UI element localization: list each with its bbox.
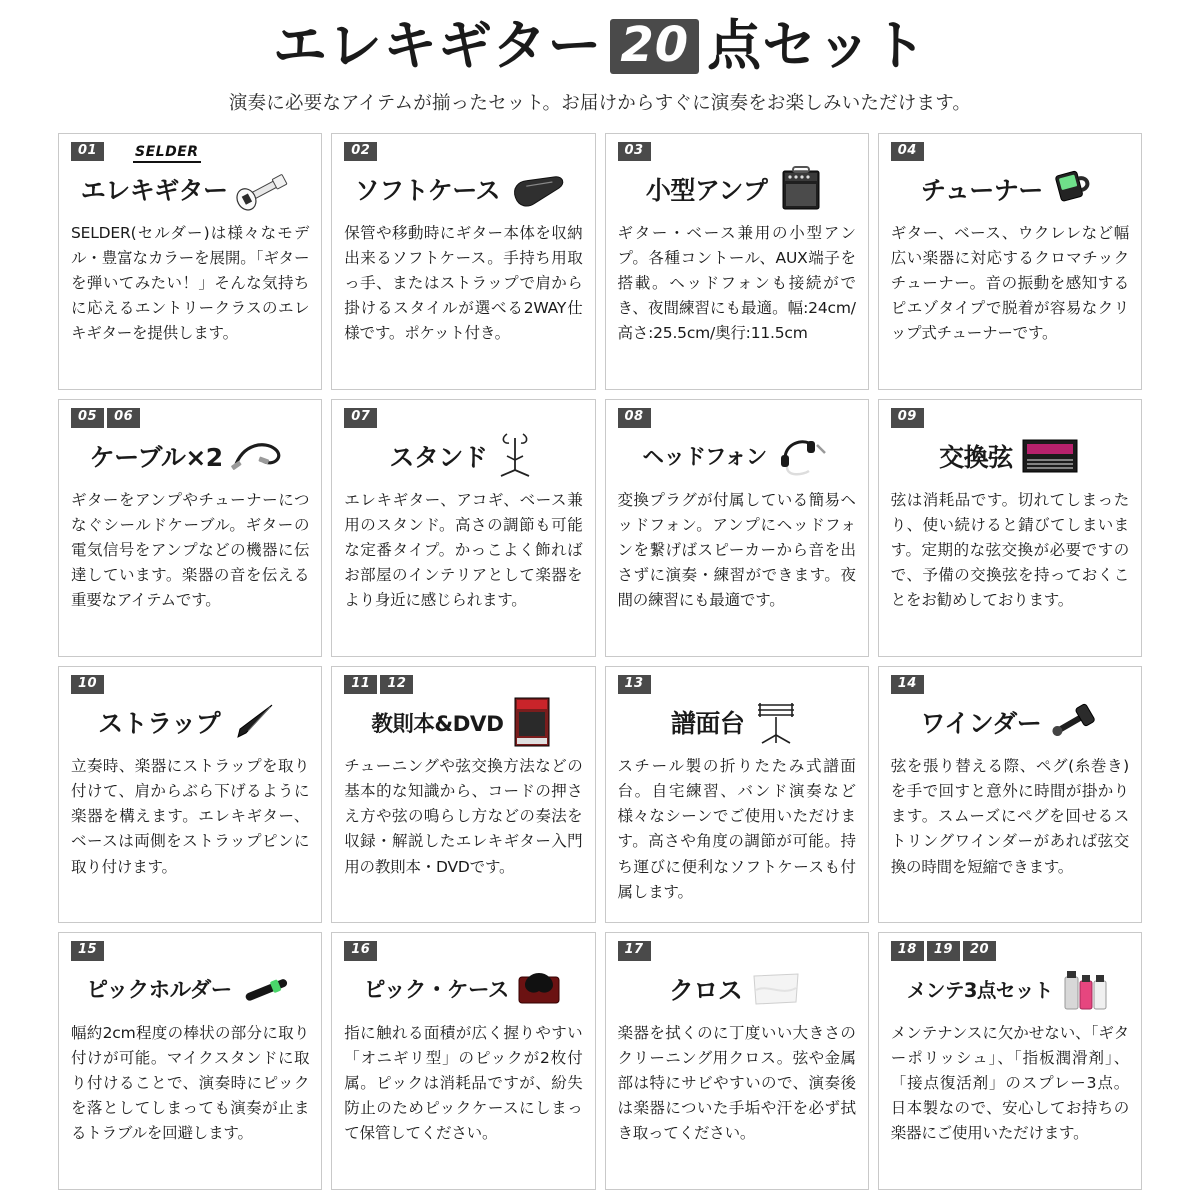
item-title: クロス: [668, 975, 743, 1005]
item-card-16: [331, 932, 595, 1190]
badge-group: [891, 408, 1129, 427]
item-number-badge: 01: [71, 142, 104, 161]
item-description: 幅約2cm程度の棒状の部分に取り付けが可能。マイクスタンドに取り付けることで、演奏時にピックを落としてしまっても演奏が止まるトラブルを回避します。: [71, 1023, 310, 1143]
guitar-stand-icon: [493, 430, 537, 482]
item-description: SELDER(セルダー)は様々なモデル・豊富なカラーを展開。「ギターを弾いてみたい！」そんな気持ちに応えるエントリークラスのエレキギターを提供します。: [71, 223, 310, 343]
item-number-badge: 06: [107, 408, 140, 427]
amplifier-icon: [773, 165, 827, 213]
music-stand-icon: [750, 697, 802, 747]
item-card-03: [605, 133, 869, 391]
item-description: 弦を張り替える際、ペグ(糸巻き)を手で回すと意外に時間が掛かります。スムーズにペグを回せるストリングワインダーがあれば弦交換の時間を短縮できます。: [890, 757, 1129, 876]
item-description: スチール製の折りたたみ式譜面台。自宅練習、バンド演奏など様々なシーンでご使用いただけます。高さや角度の調節が可能。持ち運びに便利なソフトケースも付属します。: [617, 757, 856, 901]
item-title: チューナー: [920, 175, 1043, 205]
item-number-badge: 07: [344, 408, 377, 427]
item-card-08: [605, 399, 869, 657]
page-header: [58, 14, 1142, 115]
title-tail-text: 点セット: [707, 14, 928, 77]
item-number-badge: 02: [344, 142, 377, 161]
title-count-badge: 20: [610, 19, 699, 74]
item-number-badge: 20: [963, 941, 996, 960]
item-number-badge: 14: [891, 675, 924, 694]
item-title: ソフトケース: [354, 175, 500, 205]
badge-group: [344, 408, 582, 427]
item-number-badge: 04: [891, 142, 924, 161]
card-head: [618, 963, 856, 1015]
card-head: [891, 163, 1129, 215]
strap-icon: [226, 699, 282, 745]
item-description: エレキギター、アコギ、ベース兼用のスタンド。高さの調節も可能な定番タイプ。かっこよく飾ればお部屋のインテリアとして楽器をより身近に感じられます。: [344, 490, 583, 609]
item-title: 小型アンプ: [645, 175, 768, 205]
item-description: 立奏時、楽器にストラップを取り付けて、肩からぶら下げるように楽器を構えます。エレキギター、ベースは両側をストラップピンに取り付けます。: [71, 757, 310, 876]
badge-group: [71, 941, 309, 960]
item-title: ワインダー: [920, 709, 1042, 739]
card-head: [344, 163, 582, 215]
item-description: 楽器を拭くのに丁度いい大きさのクリーニング用クロス。弦や金属部は特にサビやすいので、演奏後は楽器についた手垢や汗を必ず拭き取ってください。: [617, 1023, 856, 1143]
string-winder-icon: [1047, 700, 1099, 744]
item-title: 譜面台: [670, 709, 745, 739]
cleaning-cloth-icon: [748, 968, 804, 1010]
card-head: [71, 163, 309, 215]
title-main-text: エレキギター: [272, 14, 603, 77]
badge-group: [618, 142, 856, 161]
item-card-09: [878, 399, 1142, 657]
badge-group: [71, 675, 309, 694]
item-number-badge: 13: [618, 675, 651, 694]
card-head: [71, 963, 309, 1015]
clip-tuner-icon: [1049, 166, 1099, 212]
badge-group: [891, 142, 1129, 161]
card-head: [344, 430, 582, 482]
item-number-badge: 12: [380, 675, 413, 694]
item-grid: [58, 133, 1142, 1190]
item-number-badge: 09: [891, 408, 924, 427]
item-description: ギターをアンプやチューナーにつなぐシールドケーブル。ギターの電気信号をアンプなどの機器に伝達しています。楽器の音を伝える重要なアイテムです。: [71, 490, 310, 609]
item-description: 指に触れる面積が広く握りやすい「オニギリ型」のピックが2枚付属。ピックは消耗品ですが、紛失防止のためピックケースにしまって保管してください。: [344, 1023, 583, 1143]
item-title: ストラップ: [98, 709, 221, 739]
item-number-badge: 10: [71, 675, 104, 694]
item-card-18-19-20: [878, 932, 1142, 1190]
pick-holder-icon: [238, 968, 294, 1010]
item-description: ギター・ベース兼用の小型アンプ。各種コントール、AUX端子を搭載。ヘッドフォンも接続ができ、夜間練習にも最適。幅:24cm/高さ:25.5cm/奥行:11.5cm: [617, 223, 856, 343]
item-title: エレキギター: [80, 175, 228, 205]
item-card-13: [605, 666, 869, 924]
item-number-badge: 03: [618, 142, 651, 161]
card-head: [891, 963, 1129, 1015]
badge-group: [71, 408, 309, 427]
badge-group: [891, 941, 1129, 960]
item-number-badge: 05: [71, 408, 104, 427]
item-card-10: [58, 666, 322, 924]
maintenance-spray-set-icon: [1059, 965, 1113, 1013]
item-title: メンテ3点セット: [906, 978, 1053, 1002]
badge-group: [618, 941, 856, 960]
item-title: ピックホルダー: [86, 978, 232, 1004]
item-description: チューニングや弦交換方法などの基本的な知識から、コードの押さえ方や弦の鳴らし方などの奏法を収録・解説したエレキギター入門用の教則本・DVDです。: [344, 757, 583, 876]
badge-group: [344, 675, 582, 694]
item-number-badge: 17: [618, 941, 651, 960]
item-card-14: [878, 666, 1142, 924]
item-card-05-06: [58, 399, 322, 657]
page-subtitle: 演奏に必要なアイテムが揃ったセット。お届けからすぐに演奏をお楽しみいただけます。: [228, 92, 972, 114]
page-title: [58, 14, 1142, 77]
soft-case-icon: [506, 166, 572, 212]
item-title: 交換弦: [939, 442, 1013, 472]
badge-group: [344, 941, 582, 960]
guitar-strings-pack-icon: [1019, 434, 1081, 478]
electric-guitar-icon: [234, 166, 300, 212]
cable-icon: [229, 433, 291, 479]
item-description: 弦は消耗品です。切れてしまったり、使い続けると錆びてしまいます。定期的な弦交換が必要ですので、予備の交換弦を持っておくことをお勧めしております。: [890, 490, 1129, 609]
item-title: ピック・ケース: [363, 978, 509, 1004]
card-head: [618, 696, 856, 748]
item-description: ギター、ベース、ウクレレなど幅広い楽器に対応するクロマチックチューナー。音の振動を感知するピエゾタイプで脱着が容易なクリップ式チューナーです。: [890, 223, 1129, 343]
item-card-07: [331, 399, 595, 657]
item-number-badge: 15: [71, 941, 104, 960]
card-head: [344, 696, 582, 748]
badge-group: [344, 142, 582, 161]
badge-group: [618, 408, 856, 427]
badge-group: [618, 675, 856, 694]
instruction-book-dvd-icon: [509, 696, 555, 748]
item-description: メンテナンスに欠かせない、「ギターポリッシュ」、「指板潤滑剤」、「接点復活剤」のスプレー3点。日本製なので、安心してお持ちの楽器にご使用いただけます。: [890, 1023, 1129, 1143]
item-number-badge: 08: [618, 408, 651, 427]
item-card-01: [58, 133, 322, 391]
item-number-badge: 19: [927, 941, 960, 960]
item-card-15: [58, 932, 322, 1190]
item-description: 変換プラグが付属している簡易ヘッドフォン。アンプにヘッドフォンを繋げばスピーカーから音を出さずに演奏・練習ができます。夜間の練習にも最適です。: [617, 490, 856, 609]
item-title: ケーブル×2: [89, 442, 223, 472]
item-card-11-12: [331, 666, 595, 924]
pick-case-icon: [515, 967, 563, 1011]
item-card-17: [605, 932, 869, 1190]
item-number-badge: 16: [344, 941, 377, 960]
item-title: ヘッドフォン: [642, 445, 767, 471]
card-head: [71, 430, 309, 482]
item-number-badge: 11: [344, 675, 377, 694]
selder-logo: SELDER: [133, 144, 201, 163]
card-head: [71, 696, 309, 748]
card-head: [891, 696, 1129, 748]
card-head: [344, 963, 582, 1015]
card-head: [618, 430, 856, 482]
badge-group: [891, 675, 1129, 694]
item-card-04: [878, 133, 1142, 391]
item-title: スタンド: [389, 442, 488, 472]
item-title: 教則本&DVD: [371, 711, 504, 737]
headphones-icon: [773, 433, 831, 479]
card-head: [891, 430, 1129, 482]
card-head: [618, 163, 856, 215]
item-description: 保管や移動時にギター本体を収納出来るソフトケース。手持ち用取っ手、またはストラップで肩から掛けるスタイルが選べる2WAY仕様です。ポケット付き。: [344, 223, 583, 343]
item-card-02: [331, 133, 595, 391]
item-number-badge: 18: [891, 941, 924, 960]
